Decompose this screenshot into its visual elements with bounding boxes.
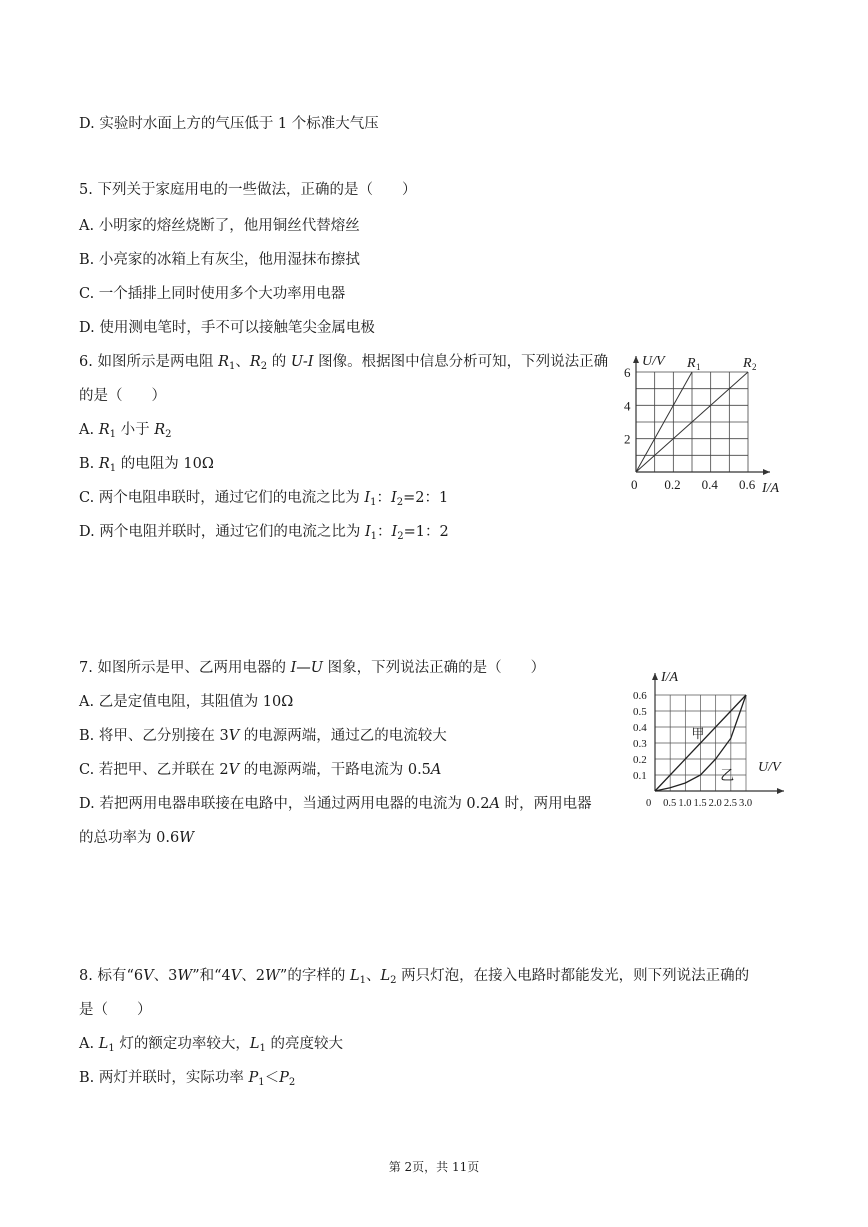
x-tick-label: 0.2 — [664, 477, 681, 492]
q5-stem: 5. 下列关于家庭用电的一些做法，正确的是（ ） — [79, 182, 417, 198]
q7-option-a: A. 乙是定值电阻，其阻值为 10Ω — [79, 694, 294, 710]
y-tick-label: 2 — [624, 431, 631, 447]
x-tick-label: 1.0 — [678, 798, 692, 809]
q7-option-b: B. 将甲、乙分别接在 3V 的电源两端，通过乙的电流较大 — [79, 728, 447, 744]
q6-option-c: C. 两个电阻串联时，通过它们的电流之比为 $I_1$：$I_2=2$：1 — [79, 490, 449, 508]
x-axis-label: I/A — [762, 481, 780, 496]
x-tick-label: 0 — [646, 798, 652, 809]
y-tick-label: 0.4 — [633, 722, 647, 734]
q5-option-a: A. 小明家的熔丝烧断了，他用铜丝代替熔丝 — [79, 218, 360, 234]
x-tick-label: 0.4 — [701, 477, 718, 492]
x-tick-label: 0 — [631, 477, 638, 492]
x-tick-label: 2.0 — [708, 798, 722, 809]
q7-option-d: D. 若把两用电器串联接在电路中，当通过两用电器的电流为 0.2A 时，两用电器 — [79, 796, 592, 812]
y-axis-label: I/A — [661, 670, 679, 685]
y-tick-label: 6 — [624, 365, 631, 380]
series-label-yi: 乙 — [720, 768, 735, 784]
q6-stem-cont: 的是（ ） — [79, 388, 166, 404]
x-axis-head — [763, 469, 770, 475]
y-axis-head — [633, 356, 639, 363]
q5-option-b: B. 小亮家的冰箱上有灰尘，他用湿抹布擦拭 — [79, 252, 360, 268]
q5-option-d: D. 使用测电笔时，手不可以接触笔尖金属电极 — [79, 320, 375, 336]
x-tick-label: 0.5 — [663, 798, 677, 809]
q6-ui-graph — [620, 345, 795, 505]
x-tick-label: 0.6 — [739, 477, 756, 492]
series-label-jia: 甲 — [691, 726, 705, 742]
q7-iu-graph — [625, 665, 795, 815]
q6-option-a: A. $R_1$ 小于 $R_2$ — [79, 422, 172, 440]
x-axis-label: U/V — [758, 760, 781, 775]
y-tick-label: 0.5 — [633, 706, 647, 718]
y-axis-head — [652, 673, 658, 680]
q6-stem: 6. 如图所示是两电阻 $R_1$、$R_2$ 的 U-I 图像。根据图中信息分析可知，下列说法正确 — [79, 354, 609, 372]
series-label-sub-R1: 1 — [696, 362, 701, 372]
x-tick-label: 1.5 — [693, 798, 707, 809]
q7-option-c: C. 若把甲、乙并联在 2V 的电源两端，干路电流为 0.5A — [79, 762, 442, 778]
y-axis-label: U/V — [642, 354, 665, 369]
q6-option-d: D. 两个电阻并联时，通过它们的电流之比为 $I_1$：$I_2=1$：2 — [79, 524, 449, 542]
series-label-R2: R — [743, 356, 752, 371]
y-tick-label: 0.2 — [633, 754, 647, 766]
q5-option-c: C. 一个插排上同时使用多个大功率用电器 — [79, 286, 346, 302]
series-label-sub-R2: 2 — [752, 362, 757, 372]
x-tick-label: 2.5 — [723, 798, 737, 809]
q4-option-d: D. 实验时水面上方的气压低于 1 个标准大气压 — [79, 116, 379, 132]
page-footer: 第 2页，共 11页 — [388, 1160, 480, 1174]
q6-option-b: B. $R_1$ 的电阻为 10Ω — [79, 456, 214, 474]
q8-stem: 8. 标有“6V、3W”和“4V、2W”的字样的 $L_1$、$L_2$ 两只灯泡，在接入电路时都能发光，则下列说法正确的 — [79, 968, 750, 986]
y-tick-label: 0.6 — [633, 690, 647, 702]
q8-option-a: A. $L_1$ 灯的额定功率较大，$L_1$ 的亮度较大 — [79, 1036, 343, 1054]
series-label-R1: R — [687, 356, 696, 371]
q7-stem: 7. 如图所示是甲、乙两用电器的 I—U 图象，下列说法正确的是（ ） — [79, 660, 546, 676]
y-tick-label: 4 — [624, 398, 631, 414]
q8-option-b: B. 两灯并联时，实际功率 $P_1<P_2$ — [79, 1070, 296, 1088]
q7-option-d-cont: 的总功率为 0.6W — [79, 830, 195, 846]
q8-stem-cont: 是（ ） — [79, 1002, 152, 1018]
y-tick-label: 0.3 — [633, 738, 647, 750]
x-tick-label: 3.0 — [739, 798, 753, 809]
y-tick-label: 0.1 — [633, 770, 647, 782]
x-axis-head — [777, 788, 784, 794]
